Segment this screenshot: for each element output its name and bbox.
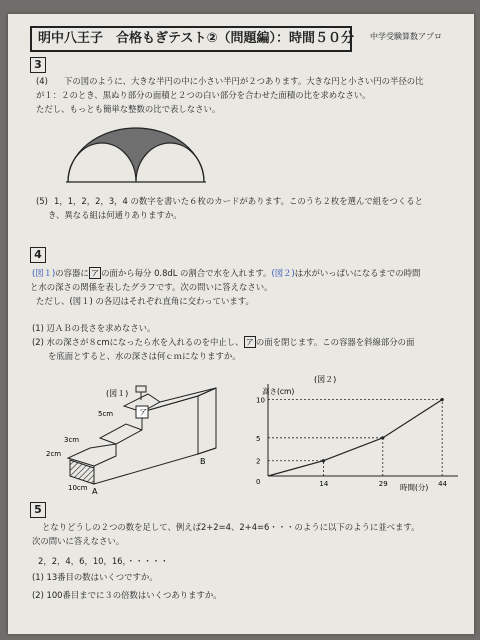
- data-line: [268, 400, 442, 476]
- y-tick-label: 10: [256, 396, 265, 405]
- s5-line1: となりどうしの２つの数を足して、例えば2+2=4、2+4=6・・・のように以下のように並べます。: [42, 522, 420, 532]
- q4-label: (4): [36, 76, 48, 86]
- q5-line1: 1，1，2，2，3，4 の数字を書いた６枚のカードがあります。このうち２枚を選んで組をつくると: [54, 196, 423, 206]
- edge-ab: [198, 448, 216, 454]
- brand-label: 中学受験算数アプロ: [370, 32, 442, 41]
- section-4-intro-line3: ただし、(図１) の各辺はそれぞれ直角に交わっています。: [36, 296, 254, 306]
- data-point: [381, 436, 384, 439]
- dim-2cm: 2cm: [46, 450, 62, 458]
- q5-label: (5): [36, 196, 48, 206]
- dim-3cm: 3cm: [64, 436, 80, 444]
- point-b: B: [200, 457, 206, 466]
- container-top: [142, 388, 216, 412]
- page-title: 明中八王子 合格もぎテスト②（問題編）：時間５０分: [30, 26, 352, 52]
- intro-text-2: の面から毎分 0.8dL の割合で水を入れます。: [101, 268, 272, 278]
- container-figure: [38, 372, 238, 494]
- semicircle-figure: [64, 122, 212, 186]
- section-4-number: 4: [30, 247, 46, 263]
- face-a-box: ア: [90, 268, 100, 278]
- container-end: [198, 388, 216, 454]
- s5-sequence: 2，2，4，6，10，16，・・・・・: [38, 556, 169, 566]
- graph-y-label: 高さ(cm): [262, 387, 295, 396]
- dim-10cm: 10cm: [68, 484, 88, 492]
- q4-line3: ただし、もっとも簡単な整数の比で表しなさい。: [36, 104, 221, 114]
- fig1-ref: (図１): [32, 268, 56, 278]
- s4-q2-line1: [32, 337, 414, 348]
- worksheet-page: [8, 14, 474, 634]
- fig2-ref: (図２): [271, 268, 295, 278]
- s4-q2-text-a: (2) 水の深さが８cmになったら水を入れるのを中止し、: [32, 337, 244, 347]
- x-tick-label: 29: [378, 480, 388, 488]
- hatched-face: [70, 460, 94, 484]
- s5-line2: 次の問いに答えなさい。: [32, 536, 125, 546]
- data-point: [441, 398, 444, 401]
- faucet-icon: [136, 386, 146, 392]
- intro-text-1: の容器に: [55, 268, 89, 278]
- s4-q2-face-box: ア: [245, 337, 254, 347]
- depth-time-graph: [242, 372, 466, 494]
- dim-5cm: 5cm: [98, 410, 114, 418]
- graph-origin: 0: [256, 478, 261, 486]
- s5-q2: (2) 100番目までに３の倍数はいくつありますか。: [32, 590, 222, 600]
- q5-line2: き、異なる組は何通りありますか。: [48, 210, 182, 220]
- fig1-caption: (図１): [106, 389, 129, 398]
- point-a: A: [92, 487, 98, 494]
- s5-q1: (1) 13番目の数はいくつですか。: [32, 572, 158, 582]
- s4-q1: (1) 辺ＡＢの長さを求めなさい。: [32, 323, 156, 333]
- section-4-intro-line2: と水の深さの関係を表したグラフです。次の問いに答えなさい。: [30, 282, 273, 292]
- data-point: [322, 459, 325, 462]
- section-5-number: 5: [30, 502, 46, 518]
- section-4-intro-line1: [32, 268, 420, 279]
- section-3-number: 3: [30, 57, 46, 73]
- q4-line2: が１：２のとき、黒ぬり部分の面積と２つの白い部分を合わせた面積の比を求めなさい。: [36, 90, 371, 100]
- s4-q2-line2: を底面とすると、水の深さは何ｃｍになりますか。: [48, 351, 241, 361]
- x-tick-label: 14: [319, 480, 329, 488]
- fig2-caption: (図２): [314, 375, 337, 384]
- graph-x-label: 時間(分): [400, 483, 429, 492]
- face-a-label: ア: [139, 408, 147, 417]
- y-tick-label: 2: [256, 457, 261, 466]
- s4-q2-text-b: の面を閉じます。この容器を斜線部分の面: [255, 337, 415, 347]
- q4-line1: 下の図のように、大きな半円の中に小さい半円が２つあります。大きな円と小さい円の半径の比: [64, 76, 424, 86]
- y-tick-label: 5: [256, 434, 261, 443]
- intro-text-3: は水がいっぱいになるまでの時間: [294, 268, 421, 278]
- x-tick-label: 44: [438, 480, 448, 488]
- shaded-region: [68, 128, 204, 182]
